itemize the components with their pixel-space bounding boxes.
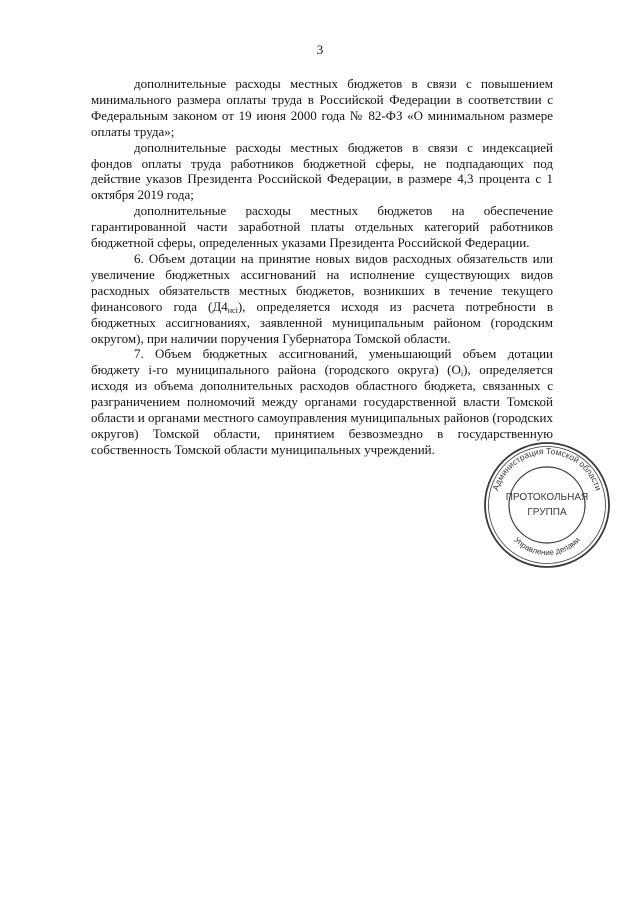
paragraph-minimum-wage: дополнительные расходы местных бюджетов в связи с повышением минимального размера оплаты труда в Российской Федерации в соответствии с Федеральным законом от 19 июня 2000 года № 82-ФЗ «О минимальном размере оплаты труда»; bbox=[91, 76, 553, 139]
formula-subscript: нсi bbox=[227, 305, 238, 315]
stamp-center-line-1: ПРОТОКОЛЬНАЯ bbox=[505, 492, 589, 503]
document-body bbox=[91, 76, 553, 458]
paragraph-item-7-text-start: 7. Объем бюджетных ассигнований, уменьшающий объем дотации бюджету i-го муниципального района (городского округа) (O bbox=[91, 346, 553, 378]
paragraph-item-6 bbox=[91, 251, 553, 346]
stamp-lower-text-path: Управление делами bbox=[512, 535, 582, 558]
formula-subscript: i bbox=[460, 369, 464, 379]
paragraph-item-6-text-start: 6. Объем дотации на принятие новых видов расходных обязательств или увеличение бюджетных ассигнований на исполнение существующих видов расходных обязательств местных бюджетов, возникших в течение текущего финансового года (Д4 bbox=[91, 250, 553, 314]
page-number: 3 bbox=[316, 42, 324, 57]
paragraph-item-7-text-end: ), определяется исходя из объема дополнительных расходов областного бюджета, связанных с разграничением полномочий между органами государственной власти Томской области и органами местного самоуправления муниципальных районов (городских округов) Томской области, принятием безвозмездно в государственную собственность Томской области муниципальных учреждений. bbox=[91, 362, 553, 457]
stamp-outer-text-path: Администрация Томской области bbox=[490, 445, 604, 492]
stamp-lower-text bbox=[512, 535, 581, 557]
stamp-seal bbox=[482, 440, 612, 570]
official-stamp bbox=[482, 440, 612, 570]
paragraph-payroll-indexation: дополнительные расходы местных бюджетов в связи с индексацией фондов оплаты труда работников бюджетной сферы, не подпадающих под действие указов Президента Российской Федерации, в размере 4,3 процента с 1 октября 2019 года; bbox=[91, 139, 553, 203]
stamp-outer-text bbox=[490, 446, 604, 492]
stamp-center-line-2: ГРУППА bbox=[527, 507, 567, 518]
paragraph-item-6-text-end: ), определяется исходя из расчета потребности в бюджетных ассигнованиях, заявленной муниципальным районом (городским округом), при наличии поручения Губернатора Томской области. bbox=[91, 298, 553, 346]
paragraph-guaranteed-salary: дополнительные расходы местных бюджетов на обеспечение гарантированной части заработной платы отдельных категорий работников бюджетной сферы, определенных указами Президента Российской Федерации. bbox=[91, 203, 553, 251]
